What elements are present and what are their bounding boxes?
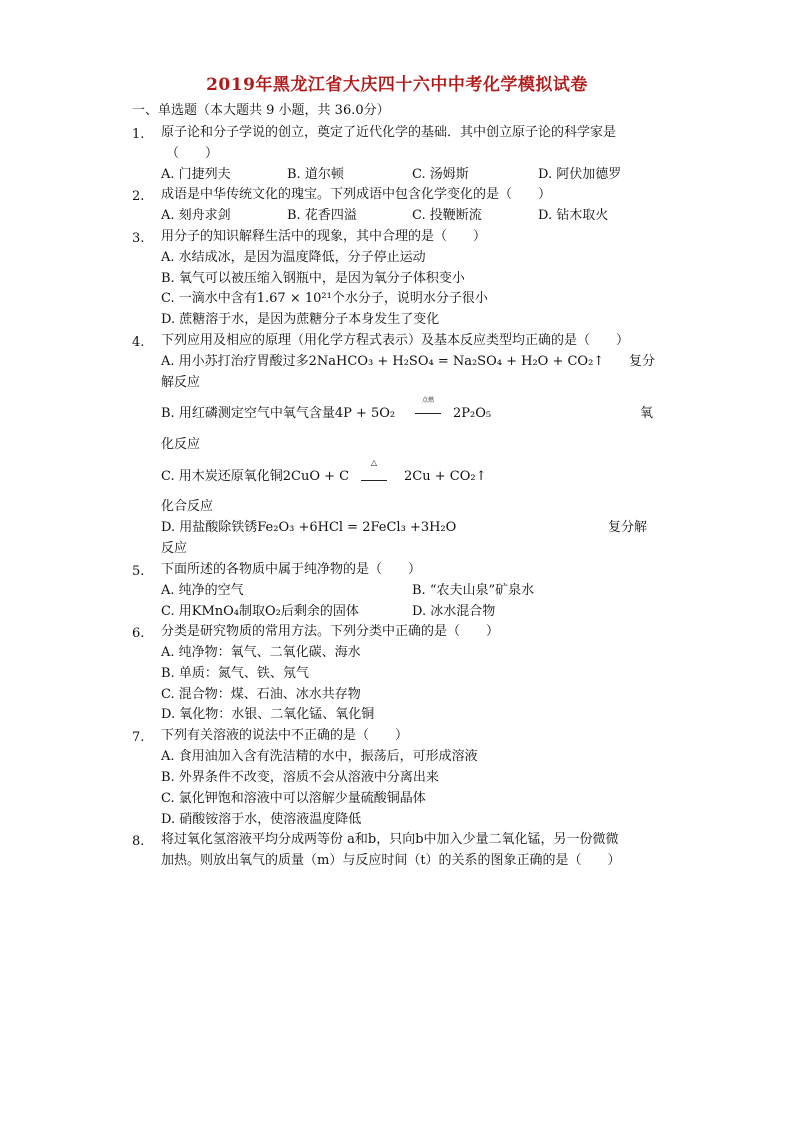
question-stem: 下列应用及相应的原理（用化学方程式表示）及基本反应类型均正确的是（ ） bbox=[161, 333, 630, 348]
option-c: C. 一滴水中含有1.67 × 10²¹个水分子，说明水分子很小 bbox=[161, 291, 488, 306]
option-d: D. 氧化物：水银、二氧化锰、氧化铜 bbox=[161, 707, 375, 722]
question-number: 3. bbox=[132, 231, 145, 246]
option-b: B. 用红磷测定空气中氧气含量4P + 5O₂ bbox=[161, 406, 396, 421]
option-a: A. 水结成冰，是因为温度降低，分子停止运动 bbox=[161, 250, 426, 265]
reaction-type-cont: 化反应 bbox=[161, 437, 201, 452]
option-c: C. 氯化钾饱和溶液中可以溶解少量硫酸铜晶体 bbox=[161, 791, 426, 806]
option-c: C. 投鞭断流 bbox=[412, 208, 482, 223]
option-b: B. “农夫山泉”矿泉水 bbox=[412, 583, 535, 598]
reaction-type-cont: 反应 bbox=[161, 541, 188, 556]
option-d: D. 蔗糖溶于水，是因为蔗糖分子本身发生了变化 bbox=[161, 312, 440, 327]
question-stem: 成语是中华传统文化的瑰宝。下列成语中包含化学变化的是（ ） bbox=[161, 187, 552, 202]
option-b: B. 道尔顿 bbox=[287, 167, 344, 182]
question-stem: 用分子的知识解释生活中的现象，其中合理的是（ ） bbox=[161, 229, 487, 244]
reaction-product: 2Cu + CO₂↑ bbox=[404, 469, 487, 484]
reaction-type-cont: 解反应 bbox=[161, 375, 201, 390]
option-b: B. 花香四溢 bbox=[287, 208, 357, 223]
option-a: A. 纯净的空气 bbox=[161, 583, 244, 598]
option-b: B. 氧气可以被压缩入钢瓶中，是因为氧分子体积变小 bbox=[161, 271, 465, 286]
question-stem: 下面所述的各物质中属于纯净物的是（ ） bbox=[161, 562, 422, 577]
question-number: 7. bbox=[132, 730, 145, 745]
question-number: 6. bbox=[132, 626, 145, 641]
reaction-type: 氧 bbox=[640, 406, 654, 421]
option-a: A. 纯净物：氧气、二氧化碳、海水 bbox=[161, 645, 361, 660]
option-d: D. 钻木取火 bbox=[538, 208, 609, 223]
reaction-product: 2P₂O₅ bbox=[453, 406, 492, 421]
option-b: B. 单质：氮气、铁、氖气 bbox=[161, 666, 309, 681]
question-stem: 原子论和分子学说的创立，奠定了近代化学的基础．其中创立原子论的科学家是 bbox=[161, 125, 617, 140]
reaction-condition: 点燃 bbox=[421, 397, 434, 404]
question-stem: 分类是研究物质的常用方法。下列分类中正确的是（ ） bbox=[161, 624, 500, 639]
option-c: C. 用木炭还原氧化铜2CuO + C bbox=[161, 469, 350, 484]
reaction-type: 化合反应 bbox=[161, 499, 214, 514]
question-number: 2. bbox=[132, 189, 145, 204]
reaction-type: 复分解 bbox=[608, 520, 648, 535]
question-stem: 将过氧化氢溶液平均分成两等份 a和b，只向b中加入少量二氧化锰，另一份微微 bbox=[161, 832, 619, 847]
question-stem: （ ） bbox=[166, 146, 219, 161]
option-d: D. 用盐酸除铁锈Fe₂O₃ +6HCl = 2FeCl₃ +3H₂O bbox=[161, 520, 457, 535]
reaction-condition: △ bbox=[370, 458, 378, 467]
option-a: A. 刻舟求剑 bbox=[161, 208, 231, 223]
option-d: D. 阿伏加德罗 bbox=[538, 167, 622, 182]
question-stem: 下列有关溶液的说法中不正确的是（ ） bbox=[161, 728, 409, 743]
option-d: D. 冰水混合物 bbox=[412, 604, 496, 619]
question-number: 4. bbox=[132, 335, 145, 350]
question-number: 1. bbox=[132, 127, 145, 142]
question-number: 5. bbox=[132, 564, 145, 579]
option-a: A. 用小苏打治疗胃酸过多2NaHCO₃ + H₂SO₄ = Na₂SO₄ + H₂O + CO₂↑ bbox=[161, 354, 605, 369]
section-heading: 一、单选题（本大题共 9 小题，共 36.0分） bbox=[132, 103, 390, 118]
option-c: C. 用KMnO₄制取O₂后剩余的固体 bbox=[161, 604, 359, 619]
option-c: C. 汤姆斯 bbox=[412, 167, 469, 182]
reaction-type: 复分 bbox=[629, 354, 656, 369]
question-number: 8. bbox=[132, 834, 145, 849]
question-stem: 加热。则放出氧气的质量（m）与反应时间（t）的关系的图象正确的是（ ） bbox=[161, 853, 621, 868]
reaction-arrow bbox=[415, 413, 441, 414]
option-a: A. 食用油加入含有洗洁精的水中，振荡后，可形成溶液 bbox=[161, 749, 478, 764]
reaction-arrow bbox=[361, 480, 387, 481]
exam-title: 2019年黑龙江省大庆四十六中中考化学模拟试卷 bbox=[206, 75, 588, 95]
option-b: B. 外界条件不改变，溶质不会从溶液中分离出来 bbox=[161, 770, 439, 785]
option-d: D. 硝酸铵溶于水，使溶液温度降低 bbox=[161, 812, 362, 827]
option-a: A. 门捷列夫 bbox=[161, 167, 231, 182]
option-c: C. 混合物：煤、石油、冰水共存物 bbox=[161, 687, 361, 702]
